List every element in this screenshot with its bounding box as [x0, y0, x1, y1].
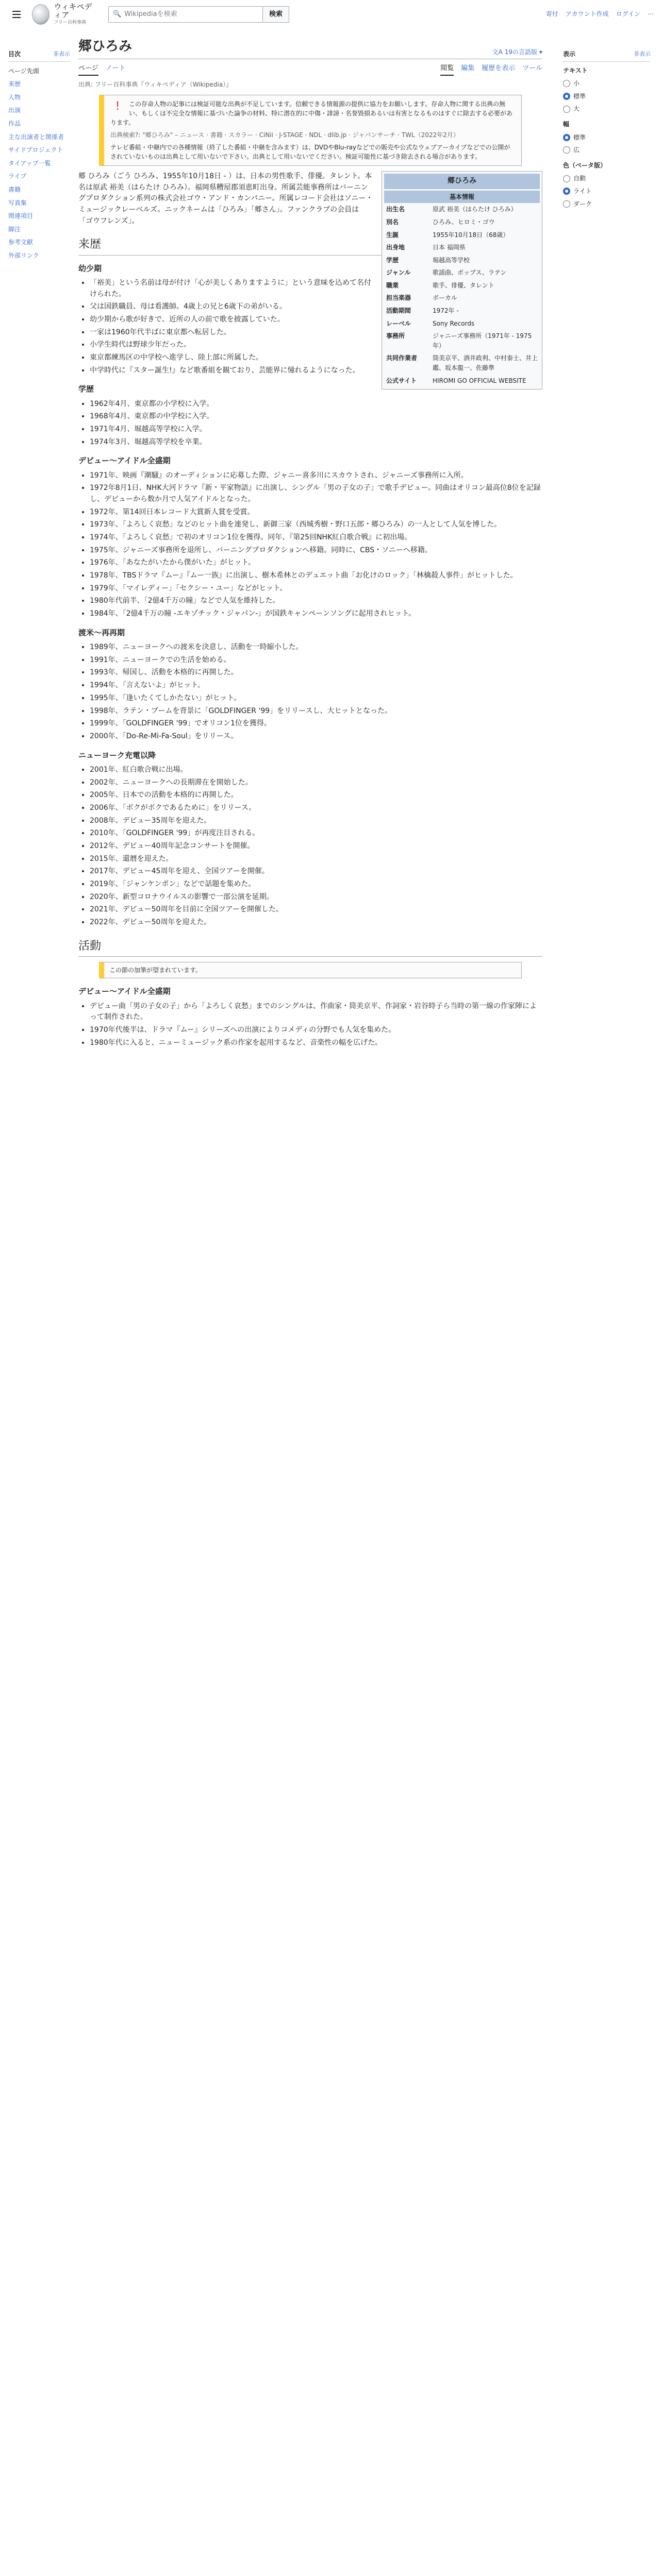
- search-button[interactable]: 検索: [263, 6, 289, 23]
- list-item: • 1974年、「よろしく哀愁」で初のオリコン1位を獲得。同年、『第25回NHK紅白歌合戦』に初出場。: [90, 532, 542, 544]
- color-label: 色（ベータ版）: [563, 161, 607, 169]
- list-item: • 1980年代に入ると、ニューミュージック系の作家を起用するなど、音楽性の幅を広げた。: [90, 1038, 542, 1049]
- list-item: • 1971年4月、堀越高等学校に入学。: [90, 424, 542, 435]
- logo-title: ウィキペディア: [54, 2, 92, 20]
- language-button[interactable]: 文A 19の言語版 ▾: [492, 47, 542, 57]
- toc-item[interactable]: 人物: [8, 93, 21, 101]
- infobox-title: 郷ひろみ: [384, 174, 540, 189]
- color-option-label: ダーク: [573, 200, 592, 208]
- action-tab-2[interactable]: 履歴を表示: [482, 64, 516, 73]
- infobox-row: [384, 375, 540, 387]
- user-link[interactable]: ログイン: [616, 10, 640, 18]
- section-heading: 活動: [78, 938, 542, 957]
- color-option[interactable]: [563, 172, 651, 185]
- tab-0[interactable]: ページ: [78, 63, 98, 76]
- width-label: 幅: [563, 120, 570, 128]
- infobox-row: [384, 241, 540, 254]
- list-item: • 父は国鉄職員、母は看護師。4歳上の兄と6歳下の弟がいる。: [90, 301, 542, 313]
- list-item: • 2002年、ニューヨークへの長期滞在を開始した。: [90, 777, 542, 789]
- radio-icon[interactable]: [563, 188, 570, 195]
- appearance-panel: [563, 49, 651, 217]
- infobox-row: [384, 266, 540, 279]
- bullet-list: [78, 642, 542, 742]
- toc-item[interactable]: 書籍: [8, 185, 21, 193]
- search-placeholder: Wikipediaを検索: [124, 10, 177, 18]
- infobox-value: 堀越高等学校: [433, 256, 470, 264]
- infobox-row: [384, 304, 540, 317]
- infobox-row: [384, 292, 540, 304]
- infobox-row: [384, 279, 540, 292]
- user-link[interactable]: ⋯: [648, 10, 654, 18]
- bullet-list: [78, 399, 542, 448]
- infobox-key: 担当楽器: [386, 294, 411, 302]
- list-item: • 一家は1960年代半ばに東京都へ転居した。: [90, 327, 542, 338]
- infobox-value: ひろみ、ヒロミ・ゴウ: [433, 218, 495, 226]
- infobox-value: Sony Records: [433, 319, 475, 327]
- infobox-key: 事務所: [386, 332, 405, 340]
- user-links: [546, 9, 654, 19]
- list-item: • 2021年、デビュー50周年を目前に全国ツアーを開催した。: [90, 904, 542, 916]
- list-item: • 1971年、映画『潮騒』のオーディションに応募した際、ジャニー喜多川にスカウトされ、ジャニーズ事務所に入所。: [90, 470, 542, 482]
- width-option[interactable]: [563, 131, 651, 144]
- infobox-value: 歌謡曲、ポップス、ラテン: [433, 269, 507, 277]
- section-heading: 来歴: [78, 236, 542, 255]
- infobox-value: 筒美京平、酒井政利、中村泰士、井上鑑、坂本龍一、佐藤準: [433, 354, 538, 372]
- user-link[interactable]: アカウント作成: [565, 10, 609, 18]
- infobox-row: [384, 229, 540, 242]
- toc-item[interactable]: ライブ: [8, 173, 27, 180]
- list-item: • 2010年、「GOLDFINGER '99」が再度注目される。: [90, 828, 542, 839]
- infobox-value: 1955年10月18日（68歳）: [433, 231, 509, 239]
- list-item: • 1973年、「よろしく哀愁」などのヒット曲を連発し、新御三家（西城秀樹・野口五郎・郷ひろみ）の一人として人気を博した。: [90, 519, 542, 531]
- infobox-row: [384, 203, 540, 216]
- search-input[interactable]: [108, 6, 263, 23]
- page-title: 郷ひろみ: [78, 39, 133, 54]
- infobox-row: [384, 317, 540, 330]
- toc-item[interactable]: 脚注: [8, 225, 21, 233]
- list-item: • 東京都練馬区の中学校へ進学し、陸上部に所属した。: [90, 352, 542, 364]
- list-item: • 1991年、ニューヨークでの生活を始める。: [90, 655, 542, 666]
- wikipedia-globe-icon: [32, 4, 49, 25]
- list-item: • 2008年、デビュー35周年を迎えた。: [90, 816, 542, 827]
- toc-item[interactable]: サイドプロジェクト: [8, 146, 63, 154]
- toc-item[interactable]: 写真集: [8, 199, 27, 207]
- list-item: • 1978年、TBSドラマ『ムー』『ムー一族』に出演し、樹木希林とのデュエット曲「お化けのロック」「林檎殺人事件」がヒットした。: [90, 570, 542, 582]
- list-item: • 2005年、日本での活動を本格的に再開した。: [90, 790, 542, 801]
- radio-icon[interactable]: [563, 146, 570, 154]
- chevron-down-icon: ▾: [539, 48, 542, 56]
- infobox-key: 職業: [386, 281, 399, 289]
- infobox-value: 1972年 -: [433, 307, 459, 315]
- toc-item[interactable]: 出演: [8, 107, 21, 114]
- toc-item[interactable]: 作品: [8, 120, 21, 127]
- radio-icon[interactable]: [563, 80, 570, 87]
- radio-icon[interactable]: [563, 175, 570, 182]
- color-option[interactable]: [563, 198, 651, 211]
- list-item: • 1962年4月、東京都の小学校に入学。: [90, 399, 542, 410]
- infobox-value: 原武 裕美（はらたけ ひろみ）: [433, 206, 517, 213]
- list-item: • 2019年、「ジャンケンポン」などで話題を集めた。: [90, 879, 542, 890]
- list-item: • 2012年、デビュー40周年記念コンサートを開催。: [90, 841, 542, 852]
- search-form: [108, 6, 289, 23]
- lead-paragraph: 郷 ひろみ（ごう ひろみ、1955年10月18日 - ）は、日本の男性歌手、俳優。タレント。本名は原武 裕美（はらたけ ひろみ）。福岡県糟屋郡須恵町出身。所属芸能事務所はバーニングプロダクション系列の株式会社ゴウ・アンド・カンパニー。所属レコード会社はソニー・ミュージックレーベルズ。ニックネームは「ひろみ」「郷さん」。ファンクラブの会員は「ゴウフレンズ」。: [78, 172, 373, 225]
- toc-item[interactable]: 参考文献: [8, 239, 34, 246]
- list-item: • 2017年、デビュー45周年を迎え、全国ツアーを開催。: [90, 866, 542, 877]
- list-item: • 1989年、ニューヨークへの渡米を決意し、活動を一時縮小した。: [90, 642, 542, 653]
- infobox-key: 出生名: [386, 206, 405, 213]
- infobox-key: 共同作業者: [386, 354, 418, 362]
- infobox-key: 公式サイト: [386, 377, 417, 384]
- site-header: [0, 0, 662, 29]
- main-content: [78, 29, 542, 1050]
- list-item: • 1974年3月、堀越高等学校を卒業。: [90, 437, 542, 448]
- text-size-option-label: 標準: [573, 92, 586, 100]
- infobox-row: [384, 330, 540, 352]
- list-item: • デビュー曲「男の子女の子」から「よろしく哀愁」までのシングルは、作曲家・筒美京平、作詞家・岩谷時子ら当時の第一線の作家陣によって制作された。: [90, 1001, 542, 1023]
- infobox-key: 生誕: [386, 231, 399, 239]
- infobox-row: [384, 254, 540, 267]
- warning-icon: !: [115, 100, 120, 113]
- infobox: [382, 171, 542, 389]
- page-tabs: [78, 63, 542, 76]
- main-menu-button[interactable]: [8, 6, 25, 23]
- search-icon: 🔍: [113, 10, 122, 18]
- logo-subtitle: フリー百科事典: [54, 20, 86, 25]
- color-option-label: 自動: [573, 175, 586, 182]
- appearance-heading: 表示: [563, 50, 576, 58]
- bullet-list: [78, 765, 542, 928]
- subsection-heading: 渡米〜再再期: [78, 628, 125, 637]
- list-item: • 中学時代に『スター誕生!』など歌番組を観ており、芸能界に憧れるようになった。: [90, 365, 542, 377]
- user-link[interactable]: 寄付: [545, 10, 558, 18]
- action-tab-1[interactable]: 編集: [461, 64, 475, 73]
- list-item: • 2020年、新型コロナウイルスの影響で一部公演を延期。: [90, 892, 542, 903]
- color-option[interactable]: [563, 185, 651, 198]
- list-item: • 1976年、「あなたがいたから僕がいた」がヒット。: [90, 557, 542, 569]
- infobox-key: ジャンル: [386, 269, 411, 277]
- appearance-hide-button[interactable]: 非表示: [634, 50, 651, 57]
- list-item: • 1972年、第14回日本レコード大賞新人賞を受賞。: [90, 507, 542, 518]
- infobox-key: 出身地: [386, 244, 405, 251]
- toc-item[interactable]: ページ先頭: [8, 67, 39, 75]
- bullet-list: [78, 1001, 542, 1049]
- list-item: • 1995年、「逢いたくてしかたない」がヒット。: [90, 693, 542, 704]
- list-item: • 1980年代前半、「2億4千万の瞳」などで人気を維持した。: [90, 596, 542, 607]
- toc-item[interactable]: 来歴: [8, 80, 21, 88]
- list-item: • 1994年、「言えないよ」がヒット。: [90, 680, 542, 691]
- subsection-heading: ニューヨーク充電以降: [78, 750, 156, 760]
- toc-heading: 目次: [8, 50, 21, 58]
- list-item: • 2001年、紅白歌合戦に出場。: [90, 765, 542, 776]
- text-size-option-label: 大: [573, 105, 580, 113]
- list-item: • 1972年8月1日、NHK大河ドラマ『新・平家物語』に出演し、シングル「男の子女の子」で歌手デビュー。同曲はオリコン最高位8位を記録し、デビューから数か月で人気アイドルとなった。: [90, 483, 542, 505]
- list-item: • 1979年、「マイレディー」「セクシー・ユー」などがヒット。: [90, 583, 542, 595]
- list-item: • 1998年、ラテン・ブームを背景に「GOLDFINGER '99」をリリースし、大ヒットとなった。: [90, 706, 542, 717]
- infobox-section: 基本情報: [384, 191, 540, 204]
- action-tab-3[interactable]: ツール: [522, 64, 542, 73]
- width-option[interactable]: [563, 144, 651, 157]
- list-item: • 幼少期から歌が好きで、近所の人の前で歌を披露していた。: [90, 314, 542, 326]
- action-tab-0[interactable]: 閲覧: [440, 63, 454, 76]
- list-item: • 2022年、デビュー50周年を迎えた。: [90, 917, 542, 928]
- list-item: • 1984年、「2億4千万の瞳 -エキゾチック・ジャパン-」が国鉄キャンペーンソングに起用されヒット。: [90, 608, 542, 620]
- text-size-option[interactable]: [563, 90, 651, 103]
- subsection-heading: デビュー〜アイドル全盛期: [78, 456, 171, 466]
- toc-item[interactable]: 外部リンク: [8, 251, 39, 259]
- toc-item[interactable]: 主な出演者と関係者: [8, 133, 64, 141]
- list-item: • 1975年、ジャニーズ事務所を退所し、バーニングプロダクションへ移籍。同時に、CBS・ソニーへ移籍。: [90, 545, 542, 556]
- list-item: • 「裕美」という名前は母が付け「心が美しくありますように」という意味を込めて名付けられた。: [90, 278, 542, 300]
- text-size-option[interactable]: [563, 103, 651, 115]
- infobox-row: [384, 352, 540, 374]
- text-size-option[interactable]: [563, 77, 651, 90]
- toc-hide-button[interactable]: 非表示: [53, 50, 70, 57]
- table-of-contents: [8, 49, 70, 263]
- bullet-list: [78, 470, 542, 620]
- tab-1[interactable]: ノート: [105, 64, 126, 73]
- list-item: • 1968年4月、東京都の中学校に入学。: [90, 411, 542, 422]
- toc-item[interactable]: タイアップ一覧: [8, 159, 51, 167]
- radio-icon[interactable]: [563, 134, 570, 141]
- list-item: • 2015年、還暦を迎えた。: [90, 854, 542, 865]
- infobox-value: ボーカル: [433, 294, 457, 302]
- infobox-value: 歌手、俳優、タレント: [433, 281, 494, 289]
- sources-notice: ! この存命人物の記事には検証可能な出典が不足しています。信頼できる情報源の提供に協力をお願いします。存命人物に関する出典の無い、もしくは不完全な情報に基づいた論争の材料、特に潜在的に中傷・誹謗・名誉毀損あるいは有害となるものはすぐに除去する必要があります。 出典検索?: "郷ひろみ" – ニュース · 書籍 · スカラー · CiNii · J-STAGE · NDL · dlib.jp · ジャパンサーチ · TWL（2022年2月） テレビ番組・中継内での各種情報（終了した番組・中継を含みます）は、DVDやBlu-rayなどでの販売や公式なウェブアーカイブなどでの公開がされていないものは出典として用いないで下さい。出典として用いないでください。検証可能性に基づき除去される場合があります。: [99, 95, 522, 166]
- infobox-key: レーベル: [386, 319, 411, 327]
- infobox-key: 学歴: [386, 256, 399, 264]
- wikipedia-logo[interactable]: [32, 3, 99, 27]
- toc-item[interactable]: 関連項目: [8, 212, 34, 220]
- list-item: • 1993年、帰国し、活動を本格的に再開した。: [90, 667, 542, 679]
- width-option-label: 広: [573, 146, 580, 154]
- infobox-key: 活動期間: [386, 307, 411, 315]
- text-size-option-label: 小: [573, 80, 580, 88]
- radio-icon[interactable]: [563, 106, 570, 113]
- from-note: 出典: フリー百科事典『ウィキペディア（Wikipedia）』: [78, 81, 233, 89]
- infobox-key: 別名: [386, 218, 399, 226]
- color-option-label: ライト: [573, 187, 592, 195]
- list-item: • 2006年、「ボクがボクであるために」をリリース。: [90, 803, 542, 814]
- list-item: • 1970年代後半は、ドラマ『ムー』シリーズへの出演によりコメディの分野でも人気を集めた。: [90, 1025, 542, 1036]
- radio-icon[interactable]: [563, 200, 570, 208]
- infobox-value: 日本 福岡県: [433, 244, 466, 251]
- language-icon: 文A: [492, 48, 503, 56]
- infobox-value: ジャニーズ事務所（1971年 - 1975年）: [433, 332, 532, 349]
- list-item: • 2000年、「Do-Re-Mi-Fa-Soul」をリリース。: [90, 731, 542, 742]
- list-item: • 小学生時代は野球少年だった。: [90, 340, 542, 351]
- subsection-heading: 幼少期: [78, 263, 102, 273]
- subsection-heading: デビュー〜アイドル全盛期: [78, 987, 171, 996]
- infobox-row: [384, 216, 540, 229]
- list-item: • 1999年、「GOLDFINGER '99」でオリコン1位を獲得。: [90, 718, 542, 730]
- width-option-label: 標準: [573, 133, 586, 141]
- radio-icon[interactable]: [563, 93, 570, 100]
- section-notice: この節の加筆が望まれています。: [99, 962, 522, 979]
- text-size-label: テキスト: [563, 66, 588, 74]
- subsection-heading: 学歴: [78, 384, 94, 394]
- infobox-value: HIROMI GO OFFICIAL WEBSITE: [433, 377, 526, 384]
